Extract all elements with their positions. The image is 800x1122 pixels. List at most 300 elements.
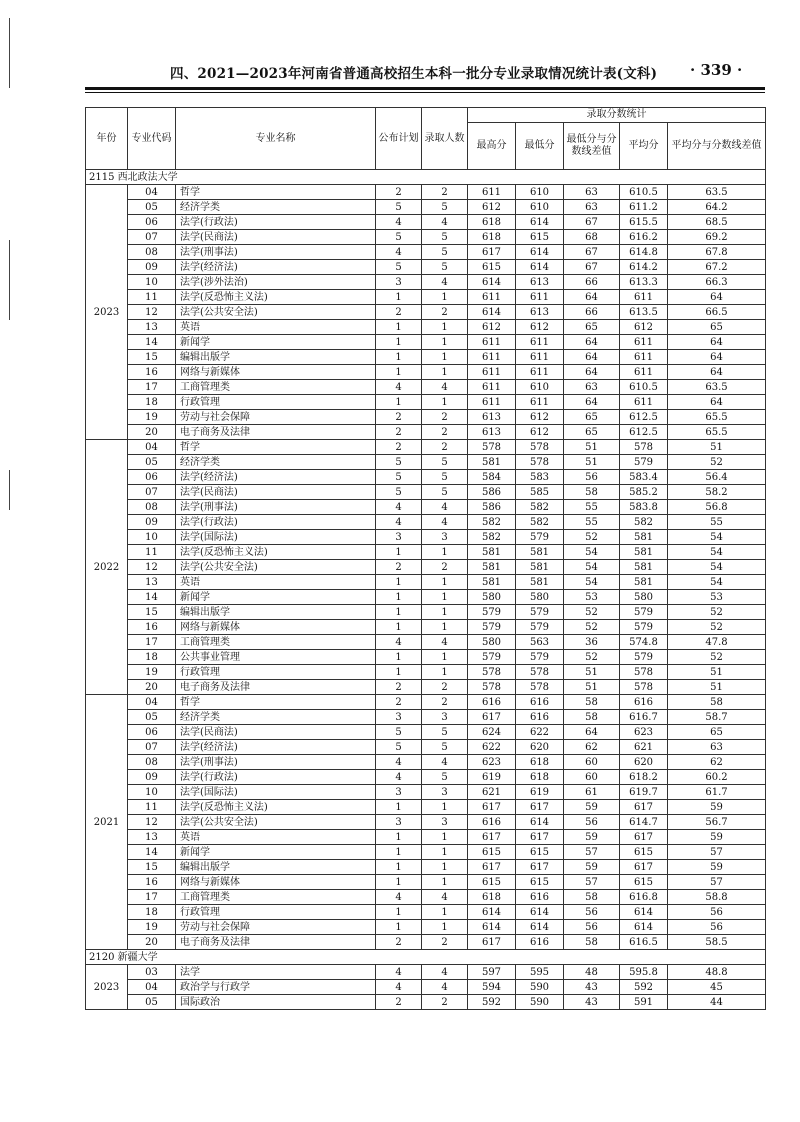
- min-cell: 619: [516, 785, 564, 800]
- plan-cell: 1: [376, 620, 422, 635]
- avg-diff-cell: 52: [668, 620, 766, 635]
- admit-cell: 3: [422, 710, 468, 725]
- avg-diff-cell: 57: [668, 875, 766, 890]
- plan-cell: 2: [376, 410, 422, 425]
- code-cell: 08: [128, 500, 176, 515]
- max-cell: 617: [468, 860, 516, 875]
- min-diff-cell: 51: [564, 455, 620, 470]
- avg-cell: 612: [620, 320, 668, 335]
- min-diff-cell: 64: [564, 290, 620, 305]
- code-cell: 11: [128, 545, 176, 560]
- table-body: [86, 170, 766, 1010]
- header-min-diff: 最低分与分数线差值: [564, 123, 620, 170]
- name-cell: 法学(民商法): [176, 230, 376, 245]
- min-diff-cell: 67: [564, 260, 620, 275]
- min-cell: 616: [516, 890, 564, 905]
- table-row: [86, 770, 766, 785]
- min-cell: 590: [516, 980, 564, 995]
- table-row: [86, 470, 766, 485]
- admit-cell: 2: [422, 935, 468, 950]
- school-name: 2120 新疆大学: [86, 950, 766, 965]
- admit-cell: 5: [422, 455, 468, 470]
- table-row: [86, 845, 766, 860]
- max-cell: 581: [468, 545, 516, 560]
- min-diff-cell: 53: [564, 590, 620, 605]
- min-diff-cell: 66: [564, 305, 620, 320]
- avg-diff-cell: 54: [668, 560, 766, 575]
- code-cell: 11: [128, 290, 176, 305]
- avg-diff-cell: 59: [668, 860, 766, 875]
- max-cell: 618: [468, 215, 516, 230]
- name-cell: 行政管理: [176, 395, 376, 410]
- code-cell: 17: [128, 380, 176, 395]
- name-cell: 法学(行政法): [176, 215, 376, 230]
- admit-cell: 2: [422, 305, 468, 320]
- admit-cell: 5: [422, 470, 468, 485]
- plan-cell: 4: [376, 515, 422, 530]
- avg-cell: 581: [620, 575, 668, 590]
- min-diff-cell: 60: [564, 755, 620, 770]
- min-cell: 614: [516, 815, 564, 830]
- max-cell: 619: [468, 770, 516, 785]
- min-diff-cell: 51: [564, 440, 620, 455]
- avg-diff-cell: 44: [668, 995, 766, 1010]
- avg-cell: 614.8: [620, 245, 668, 260]
- admit-cell: 5: [422, 245, 468, 260]
- min-cell: 614: [516, 920, 564, 935]
- avg-cell: 583.8: [620, 500, 668, 515]
- min-diff-cell: 52: [564, 650, 620, 665]
- admit-cell: 2: [422, 440, 468, 455]
- plan-cell: 1: [376, 605, 422, 620]
- min-cell: 610: [516, 380, 564, 395]
- min-diff-cell: 58: [564, 710, 620, 725]
- name-cell: 经济学类: [176, 455, 376, 470]
- avg-cell: 581: [620, 545, 668, 560]
- name-cell: 英语: [176, 830, 376, 845]
- avg-diff-cell: 48.8: [668, 965, 766, 980]
- avg-cell: 614.7: [620, 815, 668, 830]
- avg-diff-cell: 58.5: [668, 935, 766, 950]
- min-diff-cell: 54: [564, 560, 620, 575]
- name-cell: 经济学类: [176, 710, 376, 725]
- admission-table: [85, 107, 766, 1010]
- table-row: [86, 680, 766, 695]
- name-cell: 法学(刑事法): [176, 500, 376, 515]
- table-row: [86, 395, 766, 410]
- table-row: [86, 590, 766, 605]
- min-cell: 610: [516, 185, 564, 200]
- min-diff-cell: 63: [564, 200, 620, 215]
- admit-cell: 5: [422, 725, 468, 740]
- avg-diff-cell: 64.2: [668, 200, 766, 215]
- avg-cell: 619.7: [620, 785, 668, 800]
- max-cell: 584: [468, 470, 516, 485]
- admit-cell: 2: [422, 680, 468, 695]
- year-cell: 2021: [86, 695, 128, 950]
- avg-diff-cell: 54: [668, 575, 766, 590]
- table-row: [86, 890, 766, 905]
- page-title: 四、2021—2023年河南省普通高校招生本科一批分专业录取情况统计表(文科): [170, 66, 658, 82]
- min-cell: 578: [516, 455, 564, 470]
- avg-cell: 613.5: [620, 305, 668, 320]
- min-cell: 610: [516, 200, 564, 215]
- avg-cell: 611: [620, 290, 668, 305]
- min-cell: 614: [516, 905, 564, 920]
- table-row: [86, 665, 766, 680]
- plan-cell: 2: [376, 995, 422, 1010]
- admit-cell: 4: [422, 380, 468, 395]
- table-row: [86, 455, 766, 470]
- code-cell: 07: [128, 740, 176, 755]
- min-diff-cell: 56: [564, 905, 620, 920]
- name-cell: 法学(反恐怖主义法): [176, 290, 376, 305]
- max-cell: 623: [468, 755, 516, 770]
- avg-cell: 595.8: [620, 965, 668, 980]
- min-diff-cell: 64: [564, 365, 620, 380]
- plan-cell: 4: [376, 635, 422, 650]
- admit-cell: 4: [422, 215, 468, 230]
- avg-diff-cell: 53: [668, 590, 766, 605]
- max-cell: 613: [468, 425, 516, 440]
- code-cell: 10: [128, 785, 176, 800]
- name-cell: 劳动与社会保障: [176, 410, 376, 425]
- plan-cell: 2: [376, 935, 422, 950]
- max-cell: 597: [468, 965, 516, 980]
- name-cell: 公共事业管理: [176, 650, 376, 665]
- plan-cell: 1: [376, 905, 422, 920]
- max-cell: 612: [468, 320, 516, 335]
- header-max: 最高分: [468, 123, 516, 170]
- min-diff-cell: 58: [564, 935, 620, 950]
- min-cell: 612: [516, 320, 564, 335]
- plan-cell: 3: [376, 530, 422, 545]
- min-cell: 582: [516, 515, 564, 530]
- min-diff-cell: 67: [564, 245, 620, 260]
- min-diff-cell: 57: [564, 845, 620, 860]
- min-diff-cell: 52: [564, 620, 620, 635]
- min-cell: 611: [516, 335, 564, 350]
- table-row: [86, 920, 766, 935]
- avg-diff-cell: 52: [668, 455, 766, 470]
- plan-cell: 1: [376, 845, 422, 860]
- min-diff-cell: 59: [564, 830, 620, 845]
- plan-cell: 4: [376, 755, 422, 770]
- code-cell: 19: [128, 920, 176, 935]
- code-cell: 19: [128, 410, 176, 425]
- min-cell: 618: [516, 755, 564, 770]
- plan-cell: 4: [376, 890, 422, 905]
- table-row: [86, 290, 766, 305]
- max-cell: 618: [468, 230, 516, 245]
- code-cell: 05: [128, 200, 176, 215]
- admit-cell: 4: [422, 965, 468, 980]
- avg-cell: 585.2: [620, 485, 668, 500]
- min-diff-cell: 59: [564, 860, 620, 875]
- admit-cell: 5: [422, 485, 468, 500]
- avg-cell: 612.5: [620, 410, 668, 425]
- min-diff-cell: 65: [564, 410, 620, 425]
- code-cell: 04: [128, 980, 176, 995]
- plan-cell: 5: [376, 230, 422, 245]
- min-cell: 578: [516, 440, 564, 455]
- min-diff-cell: 52: [564, 530, 620, 545]
- admit-cell: 2: [422, 185, 468, 200]
- admit-cell: 1: [422, 800, 468, 815]
- max-cell: 581: [468, 560, 516, 575]
- plan-cell: 5: [376, 200, 422, 215]
- plan-cell: 4: [376, 770, 422, 785]
- plan-cell: 3: [376, 815, 422, 830]
- avg-diff-cell: 56.8: [668, 500, 766, 515]
- min-diff-cell: 54: [564, 545, 620, 560]
- name-cell: 编辑出版学: [176, 605, 376, 620]
- code-cell: 16: [128, 875, 176, 890]
- avg-cell: 611: [620, 350, 668, 365]
- min-diff-cell: 54: [564, 575, 620, 590]
- code-cell: 18: [128, 905, 176, 920]
- table-row: [86, 560, 766, 575]
- table-row: [86, 425, 766, 440]
- min-diff-cell: 58: [564, 695, 620, 710]
- avg-diff-cell: 64: [668, 335, 766, 350]
- max-cell: 614: [468, 920, 516, 935]
- avg-cell: 616.5: [620, 935, 668, 950]
- code-cell: 08: [128, 245, 176, 260]
- name-cell: 工商管理类: [176, 890, 376, 905]
- code-cell: 16: [128, 620, 176, 635]
- name-cell: 网络与新媒体: [176, 620, 376, 635]
- avg-diff-cell: 65: [668, 320, 766, 335]
- avg-cell: 611.2: [620, 200, 668, 215]
- name-cell: 法学(行政法): [176, 770, 376, 785]
- max-cell: 614: [468, 275, 516, 290]
- min-cell: 582: [516, 500, 564, 515]
- avg-diff-cell: 66.3: [668, 275, 766, 290]
- name-cell: 法学(经济法): [176, 740, 376, 755]
- plan-cell: 1: [376, 665, 422, 680]
- avg-diff-cell: 56: [668, 905, 766, 920]
- code-cell: 14: [128, 590, 176, 605]
- code-cell: 05: [128, 995, 176, 1010]
- table-row: [86, 215, 766, 230]
- code-cell: 13: [128, 320, 176, 335]
- name-cell: 经济学类: [176, 200, 376, 215]
- code-cell: 15: [128, 605, 176, 620]
- plan-cell: 3: [376, 275, 422, 290]
- avg-cell: 615: [620, 845, 668, 860]
- year-cell: 2023: [86, 185, 128, 440]
- max-cell: 621: [468, 785, 516, 800]
- name-cell: 哲学: [176, 440, 376, 455]
- plan-cell: 2: [376, 440, 422, 455]
- admit-cell: 3: [422, 815, 468, 830]
- plan-cell: 1: [376, 545, 422, 560]
- min-cell: 618: [516, 770, 564, 785]
- avg-cell: 579: [620, 650, 668, 665]
- table-row: [86, 515, 766, 530]
- min-cell: 615: [516, 845, 564, 860]
- avg-cell: 615.5: [620, 215, 668, 230]
- avg-cell: 578: [620, 680, 668, 695]
- plan-cell: 2: [376, 695, 422, 710]
- avg-diff-cell: 63.5: [668, 185, 766, 200]
- plan-cell: 1: [376, 875, 422, 890]
- min-diff-cell: 64: [564, 725, 620, 740]
- plan-cell: 1: [376, 575, 422, 590]
- name-cell: 电子商务及法律: [176, 425, 376, 440]
- avg-cell: 614.2: [620, 260, 668, 275]
- avg-diff-cell: 64: [668, 290, 766, 305]
- avg-diff-cell: 60.2: [668, 770, 766, 785]
- max-cell: 586: [468, 485, 516, 500]
- header-rule-thin: [85, 92, 765, 93]
- max-cell: 592: [468, 995, 516, 1010]
- avg-diff-cell: 51: [668, 680, 766, 695]
- plan-cell: 5: [376, 455, 422, 470]
- avg-cell: 617: [620, 830, 668, 845]
- plan-cell: 4: [376, 380, 422, 395]
- name-cell: 法学(民商法): [176, 485, 376, 500]
- code-cell: 06: [128, 725, 176, 740]
- max-cell: 579: [468, 620, 516, 635]
- header-year: 年份: [86, 108, 128, 170]
- name-cell: 法学(经济法): [176, 260, 376, 275]
- max-cell: 579: [468, 650, 516, 665]
- admit-cell: 1: [422, 575, 468, 590]
- avg-diff-cell: 57: [668, 845, 766, 860]
- header-avg: 平均分: [620, 123, 668, 170]
- plan-cell: 5: [376, 740, 422, 755]
- avg-cell: 579: [620, 455, 668, 470]
- name-cell: 法学(反恐怖主义法): [176, 800, 376, 815]
- min-cell: 614: [516, 260, 564, 275]
- avg-diff-cell: 56.7: [668, 815, 766, 830]
- max-cell: 617: [468, 800, 516, 815]
- table-row: [86, 335, 766, 350]
- table-row: [86, 500, 766, 515]
- table-row: [86, 635, 766, 650]
- avg-diff-cell: 52: [668, 605, 766, 620]
- code-cell: 11: [128, 800, 176, 815]
- year-cell: 2022: [86, 440, 128, 695]
- table-row: [86, 995, 766, 1010]
- min-cell: 614: [516, 245, 564, 260]
- min-diff-cell: 55: [564, 500, 620, 515]
- avg-diff-cell: 67.8: [668, 245, 766, 260]
- name-cell: 电子商务及法律: [176, 680, 376, 695]
- min-cell: 581: [516, 545, 564, 560]
- admit-cell: 1: [422, 320, 468, 335]
- plan-cell: 3: [376, 710, 422, 725]
- code-cell: 07: [128, 485, 176, 500]
- admit-cell: 1: [422, 365, 468, 380]
- max-cell: 578: [468, 665, 516, 680]
- plan-cell: 1: [376, 335, 422, 350]
- name-cell: 法学(民商法): [176, 725, 376, 740]
- max-cell: 613: [468, 410, 516, 425]
- min-cell: 612: [516, 410, 564, 425]
- header-admit: 录取人数: [422, 108, 468, 170]
- avg-cell: 613.3: [620, 275, 668, 290]
- min-diff-cell: 58: [564, 890, 620, 905]
- name-cell: 法学(行政法): [176, 515, 376, 530]
- name-cell: 法学: [176, 965, 376, 980]
- table-row: [86, 830, 766, 845]
- table-row: [86, 905, 766, 920]
- table-row: [86, 275, 766, 290]
- admit-cell: 1: [422, 845, 468, 860]
- name-cell: 法学(公共安全法): [176, 560, 376, 575]
- admit-cell: 1: [422, 605, 468, 620]
- code-cell: 06: [128, 215, 176, 230]
- avg-diff-cell: 58.2: [668, 485, 766, 500]
- plan-cell: 5: [376, 725, 422, 740]
- code-cell: 10: [128, 530, 176, 545]
- avg-diff-cell: 64: [668, 365, 766, 380]
- name-cell: 编辑出版学: [176, 350, 376, 365]
- code-cell: 04: [128, 695, 176, 710]
- avg-diff-cell: 69.2: [668, 230, 766, 245]
- plan-cell: 1: [376, 590, 422, 605]
- plan-cell: 2: [376, 305, 422, 320]
- code-cell: 10: [128, 275, 176, 290]
- name-cell: 工商管理类: [176, 635, 376, 650]
- table-row: [86, 800, 766, 815]
- min-diff-cell: 65: [564, 320, 620, 335]
- min-diff-cell: 63: [564, 380, 620, 395]
- max-cell: 580: [468, 635, 516, 650]
- min-diff-cell: 58: [564, 485, 620, 500]
- admit-cell: 5: [422, 230, 468, 245]
- name-cell: 法学(国际法): [176, 530, 376, 545]
- min-diff-cell: 56: [564, 815, 620, 830]
- avg-diff-cell: 51: [668, 665, 766, 680]
- admit-cell: 5: [422, 260, 468, 275]
- school-row: [86, 950, 766, 965]
- school-name: 2115 西北政法大学: [86, 170, 766, 185]
- name-cell: 法学(公共安全法): [176, 305, 376, 320]
- name-cell: 新闻学: [176, 335, 376, 350]
- code-cell: 04: [128, 440, 176, 455]
- max-cell: 611: [468, 380, 516, 395]
- name-cell: 英语: [176, 575, 376, 590]
- min-cell: 581: [516, 560, 564, 575]
- admit-cell: 1: [422, 590, 468, 605]
- max-cell: 611: [468, 395, 516, 410]
- code-cell: 08: [128, 755, 176, 770]
- avg-cell: 614: [620, 920, 668, 935]
- avg-cell: 616.2: [620, 230, 668, 245]
- min-cell: 613: [516, 305, 564, 320]
- name-cell: 网络与新媒体: [176, 875, 376, 890]
- admit-cell: 3: [422, 785, 468, 800]
- min-cell: 617: [516, 800, 564, 815]
- plan-cell: 1: [376, 800, 422, 815]
- table-row: [86, 740, 766, 755]
- code-cell: 13: [128, 575, 176, 590]
- name-cell: 法学(公共安全法): [176, 815, 376, 830]
- min-cell: 616: [516, 695, 564, 710]
- min-cell: 611: [516, 290, 564, 305]
- name-cell: 编辑出版学: [176, 860, 376, 875]
- admit-cell: 1: [422, 905, 468, 920]
- code-cell: 17: [128, 890, 176, 905]
- avg-cell: 614: [620, 905, 668, 920]
- avg-diff-cell: 59: [668, 830, 766, 845]
- avg-diff-cell: 47.8: [668, 635, 766, 650]
- code-cell: 12: [128, 815, 176, 830]
